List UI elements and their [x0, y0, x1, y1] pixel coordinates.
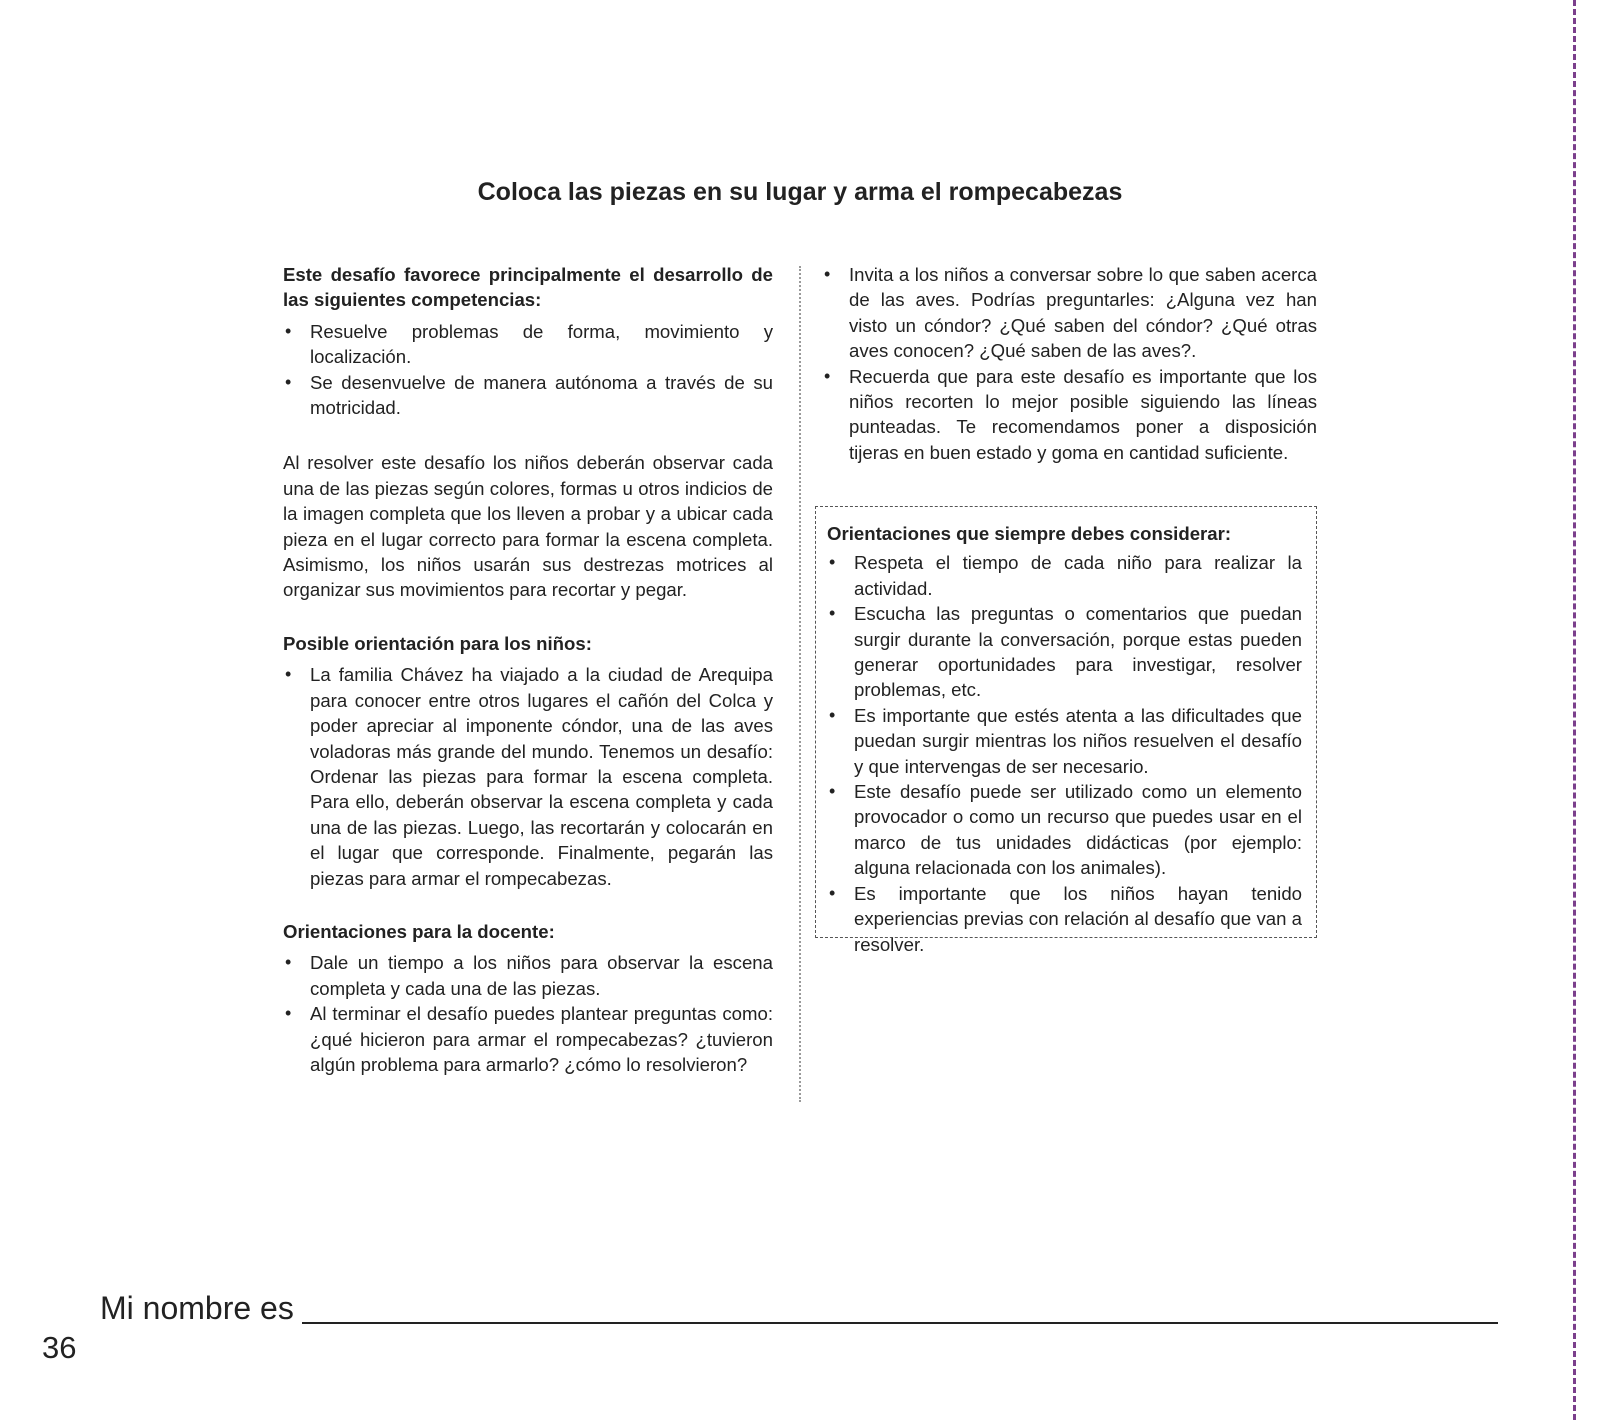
list-item-text: Al terminar el desafío puedes plantear preguntas como: ¿qué hicieron para armar el rompecabezas? ¿tuvieron algún problema para armarlo? ¿cómo lo resolvieron? — [310, 1003, 773, 1075]
bullet-icon: • — [829, 603, 836, 624]
right-column — [822, 262, 1317, 465]
orientaciones-box-heading: Orientaciones que siempre debes considerar: — [827, 523, 1232, 544]
competencias-heading: Este desafío favorece principalmente el desarrollo de las siguientes competencias: — [283, 264, 773, 311]
list-item — [822, 364, 1317, 466]
list-item-text: Es importante que los niños hayan tenido experiencias previas con relación al desafío que van a resolver. — [854, 882, 1302, 955]
list-item-text: Respeta el tiempo de cada niño para realizar la actividad. — [854, 552, 1302, 599]
bullet-icon: • — [285, 320, 292, 341]
list-item — [827, 881, 1302, 957]
bullet-icon: • — [829, 781, 836, 802]
competencias-list — [283, 319, 773, 421]
list-item — [283, 662, 773, 891]
orientaciones-docente-heading: Orientaciones para la docente: — [283, 920, 555, 942]
bullet-icon: • — [285, 664, 292, 685]
list-item — [283, 319, 773, 370]
list-item-text: Se desenvuelve de manera autónoma a través de su motricidad. — [310, 371, 773, 419]
list-item — [283, 370, 773, 421]
right-list — [822, 262, 1317, 465]
left-column — [283, 262, 773, 1077]
name-label: Mi nombre es — [100, 1290, 294, 1326]
column-separator — [799, 266, 801, 1102]
orientaciones-docente-list — [283, 950, 773, 1077]
list-item — [827, 703, 1302, 779]
bullet-icon: • — [829, 882, 836, 903]
bullet-icon: • — [285, 371, 292, 392]
bullet-icon: • — [824, 365, 831, 386]
list-item — [827, 779, 1302, 881]
list-item — [283, 1001, 773, 1077]
list-item — [827, 550, 1302, 601]
orientaciones-box-list — [827, 550, 1302, 957]
bullet-icon: • — [829, 704, 836, 725]
page-number: 36 — [42, 1330, 77, 1365]
bullet-icon: • — [285, 1003, 292, 1024]
list-item — [822, 262, 1317, 364]
list-item-text: Invita a los niños a conversar sobre lo que saben acerca de las aves. Podrías preguntarles: ¿Alguna vez han visto un cóndor? ¿Qué saben del cóndor? ¿Qué otras aves conocen? ¿Qué saben de las aves?. — [849, 264, 1317, 362]
intro-paragraph: Al resolver este desafío los niños deberán observar cada una de las piezas según colores, formas u otros indicios de la imagen completa que los lleven a probar y a ubicar cada pieza en el lugar correcto para formar la escena completa. Asimismo, los niños usarán sus destrezas motrices al organizar sus movimientos para recortar y pegar. — [283, 452, 773, 601]
bullet-icon: • — [824, 264, 831, 284]
page-title: Coloca las piezas en su lugar y arma el rompecabezas — [477, 178, 1123, 206]
cut-line — [1573, 0, 1576, 1420]
list-item-text: Resuelve problemas de forma, movimiento y localización. — [310, 320, 773, 368]
list-item-text: Este desafío puede ser utilizado como un elemento provocador o como un recurso que puedes usar en el marco de tus unidades didácticas (por ejemplo: alguna relacionada con los animales). — [854, 781, 1302, 879]
list-item — [827, 601, 1302, 703]
list-item-text: Recuerda que para este desafío es importante que los niños recorten lo mejor posible siguiendo las líneas punteadas. Te recomendamos poner a disposición tijeras en buen estado y goma en cantidad suficiente. — [849, 365, 1317, 463]
list-item-text: Es importante que estés atenta a las dificultades que puedan surgir mientras los niños resuelven el desafío y que intervengas de ser necesario. — [854, 704, 1302, 777]
orientacion-ninos-heading: Posible orientación para los niños: — [283, 632, 592, 654]
list-item-text: Escucha las preguntas o comentarios que puedan surgir durante la conversación, porque estas pueden generar oportunidades para investigar, resolver problemas, etc. — [854, 603, 1302, 701]
name-write-line[interactable] — [302, 1322, 1498, 1324]
list-item-text: La familia Chávez ha viajado a la ciudad de Arequipa para conocer entre otros lugares el cañón del Colca y poder apreciar al imponente cóndor, una de las aves voladoras más grande del mundo. Tenemos un desafío: Ordenar las piezas para formar la escena completa. Para ello, deberán observar la escena completa y cada una de las piezas. Luego, las recortarán y colocarán en el lugar que corresponde. Finalmente, pegarán las piezas para armar el rompecabezas. — [310, 664, 773, 889]
list-item-text: Dale un tiempo a los niños para observar la escena completa y cada una de las piezas. — [310, 952, 773, 999]
bullet-icon: • — [285, 952, 292, 973]
orientacion-ninos-list — [283, 662, 773, 891]
bullet-icon: • — [829, 552, 836, 573]
list-item — [283, 950, 773, 1001]
orientaciones-box — [815, 506, 1317, 955]
